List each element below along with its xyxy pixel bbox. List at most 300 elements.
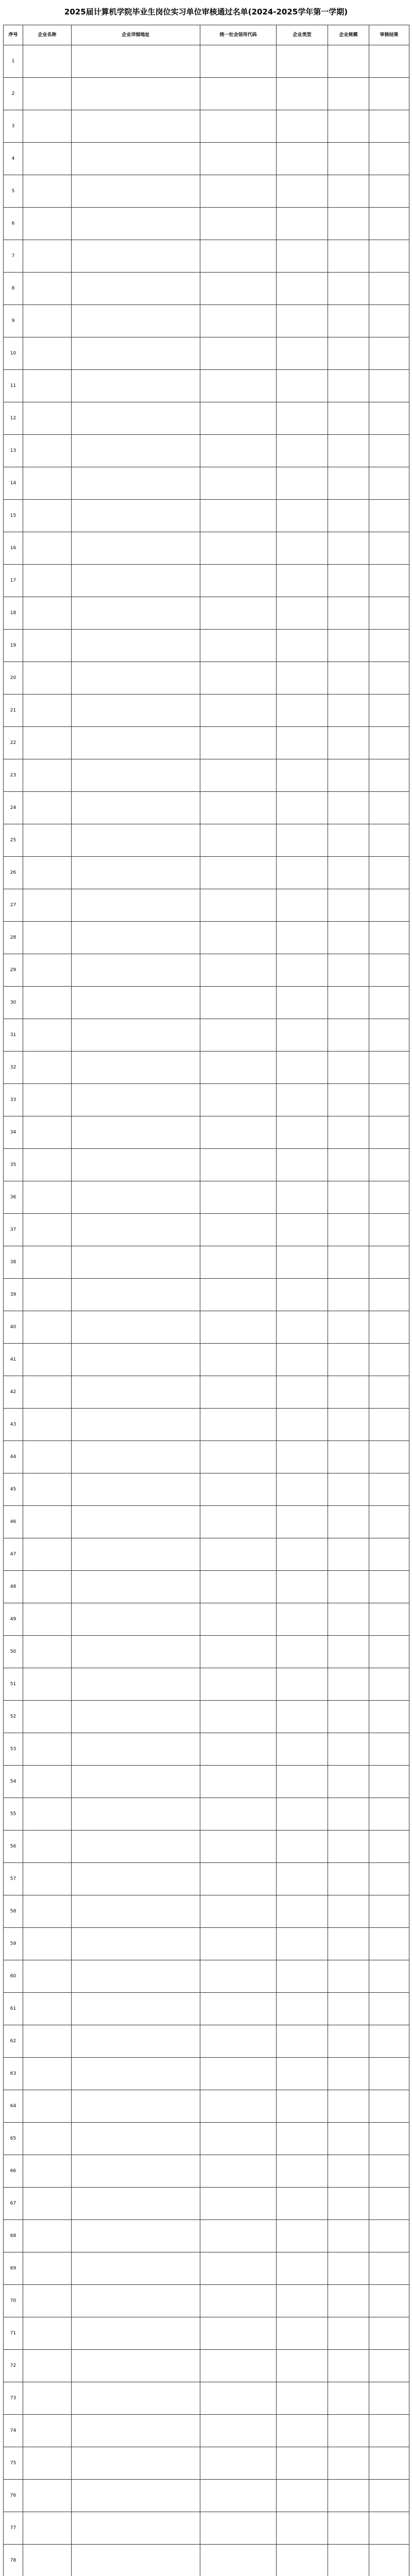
cell-company-size [328, 370, 369, 402]
cell-result [369, 273, 409, 305]
table-row [4, 1084, 409, 1116]
table-row [4, 2220, 409, 2252]
cell-company [23, 2058, 72, 2090]
table-row [4, 694, 409, 727]
cell-company [23, 565, 72, 597]
cell-company-size [328, 2025, 369, 2058]
cell-index: 51 [4, 1668, 23, 1701]
cell-index: 45 [4, 1473, 23, 1506]
cell-company-size [328, 305, 369, 337]
cell-result [369, 1538, 409, 1571]
cell-address [72, 1863, 200, 1895]
cell-company [23, 2512, 72, 2545]
cell-credit-code [200, 273, 277, 305]
table-row [4, 1928, 409, 1960]
cell-address [72, 240, 200, 273]
cell-credit-code [200, 1052, 277, 1084]
table-row [4, 467, 409, 500]
cell-company-type [277, 2285, 328, 2317]
cell-company-size [328, 792, 369, 824]
cell-address [72, 1603, 200, 1636]
cell-credit-code [200, 2480, 277, 2512]
cell-company-type [277, 305, 328, 337]
cell-address [72, 597, 200, 630]
cell-index: 11 [4, 370, 23, 402]
cell-company-type [277, 2090, 328, 2123]
cell-address [72, 759, 200, 792]
cell-result [369, 2350, 409, 2382]
table-row [4, 175, 409, 208]
cell-company-type [277, 597, 328, 630]
cell-result [369, 1798, 409, 1831]
cell-result [369, 2123, 409, 2155]
cell-company-type [277, 1538, 328, 1571]
cell-credit-code [200, 1279, 277, 1311]
table-row [4, 1441, 409, 1473]
cell-company-size [328, 727, 369, 759]
cell-index: 10 [4, 337, 23, 370]
cell-result [369, 1376, 409, 1409]
cell-address [72, 857, 200, 889]
cell-credit-code [200, 1409, 277, 1441]
cell-result [369, 922, 409, 954]
cell-company-size [328, 1214, 369, 1246]
cell-index: 28 [4, 922, 23, 954]
cell-result [369, 2220, 409, 2252]
cell-result [369, 467, 409, 500]
cell-company-size [328, 175, 369, 208]
cell-company [23, 2188, 72, 2220]
cell-credit-code [200, 370, 277, 402]
cell-index: 47 [4, 1538, 23, 1571]
cell-result [369, 954, 409, 987]
cell-address [72, 2545, 200, 2576]
cell-address [72, 565, 200, 597]
table-row [4, 2090, 409, 2123]
cell-result [369, 1116, 409, 1149]
table-row [4, 1344, 409, 1376]
cell-company [23, 630, 72, 662]
cell-credit-code [200, 792, 277, 824]
cell-credit-code [200, 208, 277, 240]
cell-company-size [328, 208, 369, 240]
cell-address [72, 1473, 200, 1506]
cell-company [23, 1376, 72, 1409]
cell-result [369, 2480, 409, 2512]
cell-company-size [328, 402, 369, 435]
cell-index: 31 [4, 1019, 23, 1052]
table-row [4, 565, 409, 597]
table-row [4, 2155, 409, 2188]
cell-company-size [328, 1181, 369, 1214]
cell-company-type [277, 1766, 328, 1798]
cell-index: 75 [4, 2447, 23, 2480]
cell-company [23, 857, 72, 889]
cell-address [72, 1344, 200, 1376]
cell-company-type [277, 1181, 328, 1214]
cell-company-type [277, 2058, 328, 2090]
table-row [4, 1019, 409, 1052]
cell-company-size [328, 2382, 369, 2415]
cell-result [369, 727, 409, 759]
cell-address [72, 1506, 200, 1538]
cell-company [23, 1895, 72, 1928]
cell-company [23, 2220, 72, 2252]
cell-result [369, 1668, 409, 1701]
cell-company-size [328, 2058, 369, 2090]
cell-company-type [277, 2350, 328, 2382]
cell-index: 67 [4, 2188, 23, 2220]
cell-company-type [277, 208, 328, 240]
cell-result [369, 1441, 409, 1473]
cell-index: 70 [4, 2285, 23, 2317]
cell-company [23, 2123, 72, 2155]
cell-company [23, 2285, 72, 2317]
cell-address [72, 2480, 200, 2512]
cell-company [23, 1052, 72, 1084]
table-row [4, 2350, 409, 2382]
cell-company-size [328, 435, 369, 467]
table-row [4, 1733, 409, 1766]
cell-company-size [328, 1116, 369, 1149]
cell-credit-code [200, 1993, 277, 2025]
table-row [4, 792, 409, 824]
cell-result [369, 78, 409, 110]
cell-credit-code [200, 2252, 277, 2285]
cell-credit-code [200, 1733, 277, 1766]
cell-company [23, 889, 72, 922]
cell-result [369, 792, 409, 824]
cell-company-type [277, 2252, 328, 2285]
cell-company-type [277, 2512, 328, 2545]
cell-result [369, 1409, 409, 1441]
cell-company-size [328, 1279, 369, 1311]
cell-company-type [277, 1960, 328, 1993]
cell-credit-code [200, 889, 277, 922]
cell-index: 65 [4, 2123, 23, 2155]
cell-company [23, 208, 72, 240]
cell-credit-code [200, 2220, 277, 2252]
cell-credit-code [200, 1766, 277, 1798]
cell-index: 52 [4, 1701, 23, 1733]
table-row [4, 2415, 409, 2447]
table-row [4, 727, 409, 759]
cell-credit-code [200, 1863, 277, 1895]
table-row [4, 1766, 409, 1798]
cell-company-size [328, 1928, 369, 1960]
cell-company-size [328, 2220, 369, 2252]
table-row [4, 759, 409, 792]
cell-company [23, 1149, 72, 1181]
cell-index: 63 [4, 2058, 23, 2090]
cell-index: 17 [4, 565, 23, 597]
table-row [4, 2188, 409, 2220]
cell-credit-code [200, 1344, 277, 1376]
table-row [4, 2317, 409, 2350]
cell-address [72, 1441, 200, 1473]
cell-company-type [277, 889, 328, 922]
cell-credit-code [200, 467, 277, 500]
cell-address [72, 1409, 200, 1441]
cell-company-type [277, 78, 328, 110]
cell-credit-code [200, 857, 277, 889]
cell-credit-code [200, 2123, 277, 2155]
table-row [4, 1181, 409, 1214]
table-row [4, 2545, 409, 2576]
cell-company-size [328, 2123, 369, 2155]
cell-result [369, 305, 409, 337]
table-row [4, 273, 409, 305]
cell-index: 6 [4, 208, 23, 240]
cell-result [369, 1863, 409, 1895]
cell-company [23, 2317, 72, 2350]
cell-company [23, 435, 72, 467]
cell-index: 76 [4, 2480, 23, 2512]
cell-company [23, 467, 72, 500]
cell-address [72, 1538, 200, 1571]
cell-credit-code [200, 1668, 277, 1701]
cell-company-type [277, 954, 328, 987]
cell-credit-code [200, 1831, 277, 1863]
cell-index: 48 [4, 1571, 23, 1603]
cell-company-size [328, 2090, 369, 2123]
cell-address [72, 1279, 200, 1311]
cell-result [369, 987, 409, 1019]
table-row [4, 662, 409, 694]
cell-company [23, 1344, 72, 1376]
cell-company [23, 1214, 72, 1246]
cell-index: 71 [4, 2317, 23, 2350]
cell-company-type [277, 175, 328, 208]
cell-index: 8 [4, 273, 23, 305]
cell-company-size [328, 337, 369, 370]
cell-company [23, 824, 72, 857]
cell-credit-code [200, 1149, 277, 1181]
cell-result [369, 110, 409, 143]
cell-company [23, 1311, 72, 1344]
cell-index: 7 [4, 240, 23, 273]
cell-index: 4 [4, 143, 23, 175]
cell-index: 73 [4, 2382, 23, 2415]
cell-company [23, 1668, 72, 1701]
cell-company [23, 110, 72, 143]
cell-address [72, 532, 200, 565]
table-row [4, 1311, 409, 1344]
cell-address [72, 1019, 200, 1052]
cell-result [369, 1701, 409, 1733]
cell-address [72, 1571, 200, 1603]
cell-index: 26 [4, 857, 23, 889]
cell-company-size [328, 2545, 369, 2576]
cell-result [369, 1960, 409, 1993]
cell-company-type [277, 857, 328, 889]
cell-company-type [277, 1506, 328, 1538]
cell-company-size [328, 2480, 369, 2512]
cell-company-type [277, 1603, 328, 1636]
cell-company [23, 1603, 72, 1636]
cell-credit-code [200, 78, 277, 110]
cell-company-size [328, 1409, 369, 1441]
table-row [4, 110, 409, 143]
cell-company-type [277, 435, 328, 467]
cell-company-type [277, 1993, 328, 2025]
cell-company-type [277, 1441, 328, 1473]
cell-company-size [328, 1019, 369, 1052]
cell-company-type [277, 1052, 328, 1084]
cell-company-size [328, 1798, 369, 1831]
cell-company-type [277, 2415, 328, 2447]
cell-company-size [328, 565, 369, 597]
cell-credit-code [200, 1571, 277, 1603]
cell-index: 43 [4, 1409, 23, 1441]
cell-result [369, 2415, 409, 2447]
cell-company-size [328, 2285, 369, 2317]
cell-result [369, 2058, 409, 2090]
cell-index: 72 [4, 2350, 23, 2382]
cell-result [369, 1928, 409, 1960]
cell-company-size [328, 1733, 369, 1766]
cell-company-size [328, 1603, 369, 1636]
table-row [4, 1993, 409, 2025]
cell-company-type [277, 240, 328, 273]
cell-credit-code [200, 402, 277, 435]
cell-index: 21 [4, 694, 23, 727]
table-row [4, 1668, 409, 1701]
cell-company-size [328, 2350, 369, 2382]
cell-credit-code [200, 2090, 277, 2123]
cell-address [72, 824, 200, 857]
cell-address [72, 1960, 200, 1993]
cell-address [72, 2382, 200, 2415]
cell-credit-code [200, 987, 277, 1019]
cell-company-type [277, 1246, 328, 1279]
col-header-company-size: 企业规模 [328, 25, 369, 45]
cell-address [72, 1246, 200, 1279]
cell-credit-code [200, 305, 277, 337]
cell-address [72, 143, 200, 175]
cell-result [369, 2545, 409, 2576]
cell-address [72, 694, 200, 727]
cell-index: 55 [4, 1798, 23, 1831]
cell-index: 29 [4, 954, 23, 987]
cell-company-size [328, 987, 369, 1019]
cell-address [72, 1733, 200, 1766]
cell-company [23, 727, 72, 759]
cell-address [72, 662, 200, 694]
cell-result [369, 759, 409, 792]
cell-address [72, 305, 200, 337]
table-row [4, 1473, 409, 1506]
cell-address [72, 987, 200, 1019]
cell-result [369, 1506, 409, 1538]
cell-result [369, 240, 409, 273]
cell-address [72, 2188, 200, 2220]
cell-company-type [277, 2220, 328, 2252]
cell-company-size [328, 1246, 369, 1279]
cell-credit-code [200, 532, 277, 565]
cell-address [72, 889, 200, 922]
cell-company-size [328, 889, 369, 922]
cell-company [23, 1636, 72, 1668]
cell-credit-code [200, 1538, 277, 1571]
cell-company [23, 1246, 72, 1279]
cell-company-type [277, 1084, 328, 1116]
cell-address [72, 1376, 200, 1409]
cell-result [369, 824, 409, 857]
col-header-address: 企业详细地址 [72, 25, 200, 45]
cell-credit-code [200, 1181, 277, 1214]
table-row [4, 954, 409, 987]
cell-index: 69 [4, 2252, 23, 2285]
table-row [4, 1701, 409, 1733]
cell-company [23, 987, 72, 1019]
table-row [4, 532, 409, 565]
cell-credit-code [200, 1895, 277, 1928]
cell-credit-code [200, 2188, 277, 2220]
cell-company-type [277, 824, 328, 857]
cell-company [23, 1863, 72, 1895]
cell-address [72, 1311, 200, 1344]
cell-address [72, 1766, 200, 1798]
table-row [4, 1116, 409, 1149]
cell-address [72, 922, 200, 954]
cell-company [23, 922, 72, 954]
cell-result [369, 1636, 409, 1668]
cell-result [369, 1181, 409, 1214]
cell-company-type [277, 2188, 328, 2220]
cell-index: 32 [4, 1052, 23, 1084]
table-row [4, 1538, 409, 1571]
cell-result [369, 630, 409, 662]
internship-company-table [3, 25, 409, 2576]
cell-credit-code [200, 1636, 277, 1668]
cell-company [23, 143, 72, 175]
cell-company-type [277, 662, 328, 694]
cell-credit-code [200, 1214, 277, 1246]
cell-index: 2 [4, 78, 23, 110]
cell-result [369, 2382, 409, 2415]
cell-company-type [277, 1149, 328, 1181]
cell-credit-code [200, 1116, 277, 1149]
cell-company [23, 500, 72, 532]
cell-company-size [328, 824, 369, 857]
cell-company-type [277, 337, 328, 370]
cell-company-size [328, 240, 369, 273]
cell-address [72, 1668, 200, 1701]
cell-company-type [277, 1701, 328, 1733]
cell-result [369, 1311, 409, 1344]
cell-result [369, 694, 409, 727]
table-row [4, 2025, 409, 2058]
cell-company-type [277, 2382, 328, 2415]
cell-company [23, 1733, 72, 1766]
cell-company [23, 1928, 72, 1960]
cell-address [72, 2090, 200, 2123]
cell-credit-code [200, 1441, 277, 1473]
table-row [4, 1636, 409, 1668]
cell-company-type [277, 2545, 328, 2576]
cell-result [369, 1831, 409, 1863]
cell-company-size [328, 467, 369, 500]
cell-index: 14 [4, 467, 23, 500]
cell-company [23, 175, 72, 208]
cell-company-type [277, 2317, 328, 2350]
cell-company-size [328, 1441, 369, 1473]
cell-result [369, 1766, 409, 1798]
table-row [4, 1603, 409, 1636]
cell-credit-code [200, 922, 277, 954]
cell-company-size [328, 1895, 369, 1928]
